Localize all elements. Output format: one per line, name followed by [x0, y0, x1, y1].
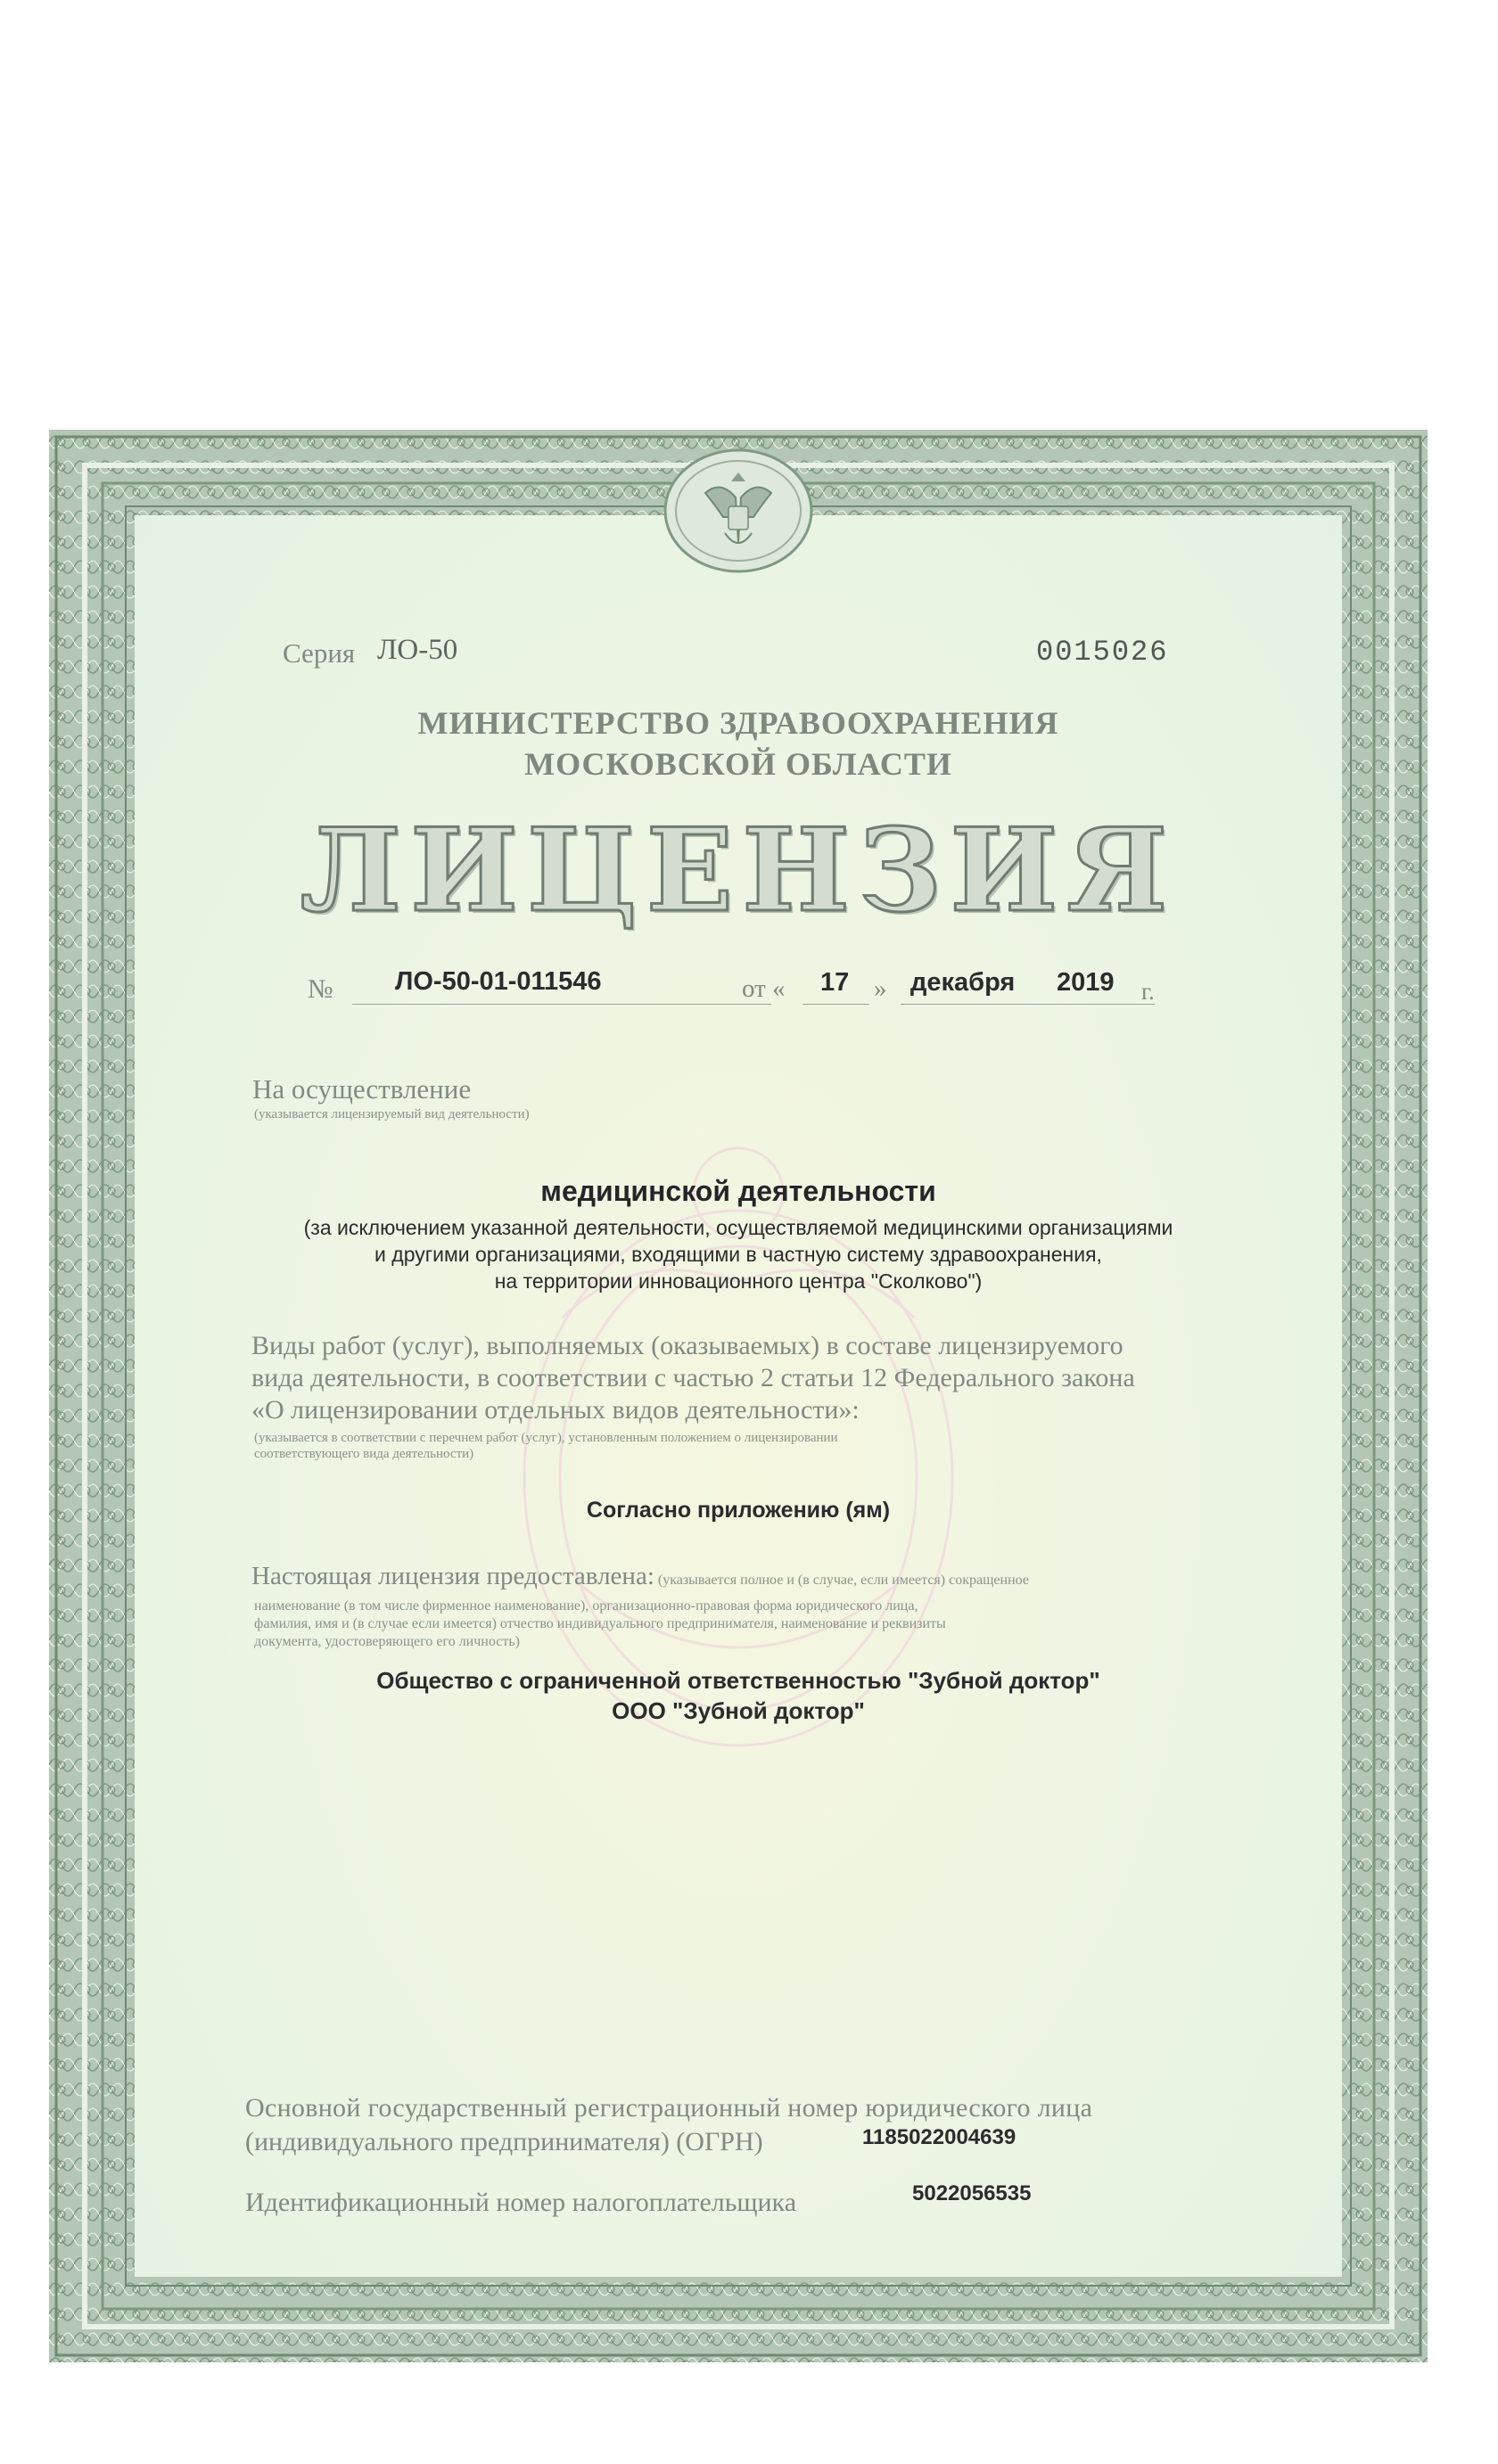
date-from-label: от «	[742, 974, 786, 1003]
inn-value: 5022056535	[912, 2181, 1032, 2205]
activity-note-line: и другими организациями, входящими в частную систему здравоохранения,	[374, 1243, 1102, 1266]
licensee-label: Настоящая лицензия предоставлена:	[251, 1562, 654, 1590]
series-value: ЛО-50	[377, 634, 458, 666]
works-hint	[254, 1430, 1217, 1462]
license-number: ЛО-50-01-011546	[395, 967, 602, 996]
issuer-line-2: МОСКОВСКОЙ ОБЛАСТИ	[524, 746, 952, 782]
series-label: Серия	[283, 637, 356, 669]
licensee-hint-line: фамилия, имя и (в случае если имеется) отчество индивидуального предпринимателя, наименование и реквизиты	[254, 1616, 946, 1631]
works-value: Согласно приложению (ям)	[586, 1498, 891, 1523]
license-document	[49, 430, 1428, 2362]
works-hint-line: (указывается в соответствии с перечнем работ (услуг), установленным положением о лицензировании	[254, 1431, 838, 1445]
ogrn-label-line-1: Основной государственный регистрационный номер юридического лица	[245, 2093, 1093, 2123]
licensee-hint	[254, 1597, 1226, 1651]
activity-note	[49, 1214, 1428, 1294]
activity-label: На осуществление	[252, 1073, 472, 1105]
licensee-hint-line: наименование (в том числе фирменное наименование), организационно-правовая форма юридического лица,	[254, 1598, 918, 1614]
licensee-hint-first: (указывается полное и (в случае, если имеется) сокращенное	[657, 1573, 1029, 1588]
number-sign: №	[308, 974, 333, 1004]
activity-note-line: на территории инновационного центра "Сколково")	[494, 1269, 983, 1293]
licensee-block	[251, 1562, 1232, 1591]
date-close-quote: »	[874, 974, 887, 1003]
inn-label: Идентификационный номер налогоплательщика	[245, 2188, 797, 2217]
activity-hint: (указывается лицензируемый вид деятельности)	[254, 1107, 530, 1121]
licensee-full-name: Общество с ограниченной ответственностью "Зубной доктор"	[376, 1667, 1100, 1694]
license-year: 2019	[1057, 968, 1115, 997]
works-line: вида деятельности, в соответствии с частью 2 статьи 12 Федерального закона	[251, 1363, 1135, 1392]
works-hint-line: соответствующего вида деятельности)	[254, 1447, 474, 1461]
ogrn-label-line-2: (индивидуального предпринимателя) (ОГРН)	[245, 2127, 763, 2156]
license-day: 17	[820, 968, 850, 997]
coat-of-arms-icon	[654, 444, 823, 578]
year-suffix: г.	[1141, 978, 1155, 1005]
license-month: декабря	[910, 968, 1016, 997]
form-number: 0015026	[1036, 636, 1169, 669]
document-title: ЛИЦЕНЗИЯ	[300, 804, 1177, 938]
ogrn-value: 1185022004639	[862, 2125, 1017, 2149]
activity-note-line: (за исключением указанной деятельности, осуществляемой медицинскими организациями	[303, 1216, 1173, 1239]
licensee-short-name: ООО "Зубной доктор"	[612, 1697, 865, 1724]
works-line: Виды работ (услуг), выполняемых (оказываемых) в составе лицензируемого	[251, 1331, 1124, 1360]
issuer-line-1: МИНИСТЕРСТВО ЗДРАВООХРАНЕНИЯ	[417, 705, 1059, 741]
activity-name: медицинской деятельности	[540, 1175, 936, 1207]
works-text	[251, 1330, 1223, 1426]
works-line: «О лицензировании отдельных видов деятельности»:	[251, 1395, 860, 1425]
licensee-hint-line: документа, удостоверяющего его личность)	[254, 1634, 520, 1649]
